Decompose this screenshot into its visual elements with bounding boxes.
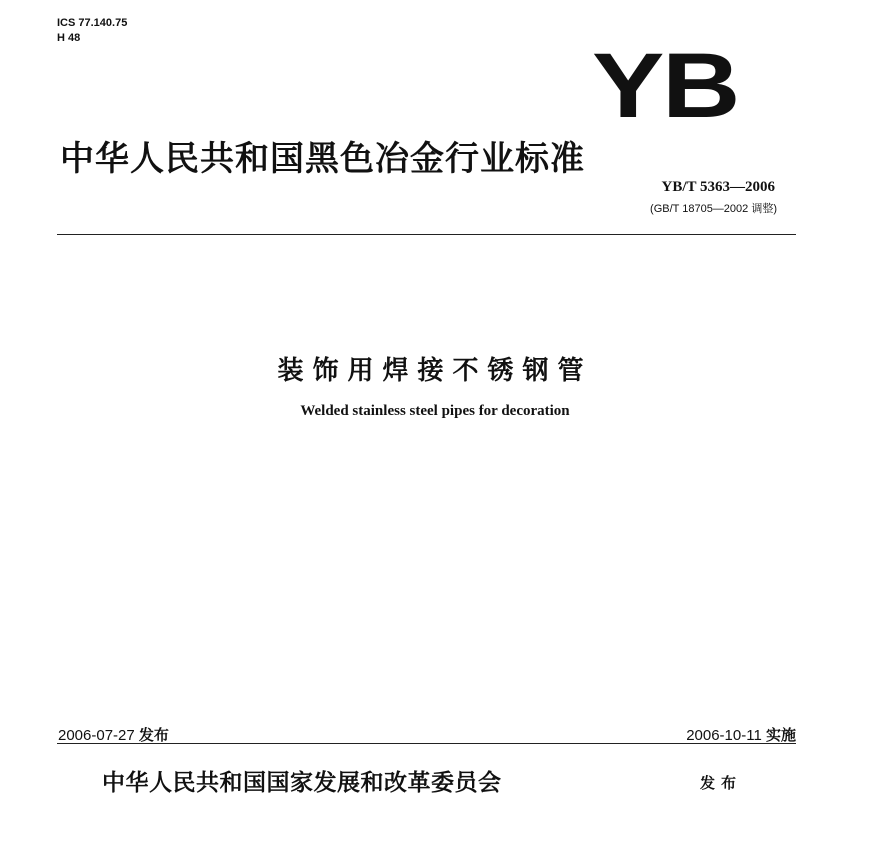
issue-action-label: 发布 xyxy=(700,774,743,792)
footer-divider xyxy=(57,743,796,744)
implement-date-line xyxy=(686,724,796,745)
implement-label: 实施 xyxy=(765,726,796,744)
document-title-en: Welded stainless steel pipes for decoration xyxy=(300,403,570,419)
document-title-cn: 装饰用焊接不锈钢管 xyxy=(277,356,593,386)
standard-type-title: 中华人民共和国黑色冶金行业标准 xyxy=(60,139,585,179)
publish-date: 2006-07-27 xyxy=(58,727,135,744)
category-code: H 48 xyxy=(57,32,81,44)
adjusted-from-note: (GB/T 18705—2002 调整) xyxy=(650,203,777,215)
header-divider xyxy=(57,234,796,235)
publish-label: 发布 xyxy=(138,726,169,744)
publish-date-line xyxy=(58,724,169,745)
classification-codes xyxy=(57,16,127,46)
ics-code: ICS 77.140.75 xyxy=(57,17,128,29)
yb-logo: YB xyxy=(592,35,739,137)
implement-date: 2006-10-11 xyxy=(686,727,762,744)
standard-number: YB/T 5363—2006 xyxy=(661,179,775,195)
issuing-authority: 中华人民共和国国家发展和改革委员会 xyxy=(102,770,502,796)
